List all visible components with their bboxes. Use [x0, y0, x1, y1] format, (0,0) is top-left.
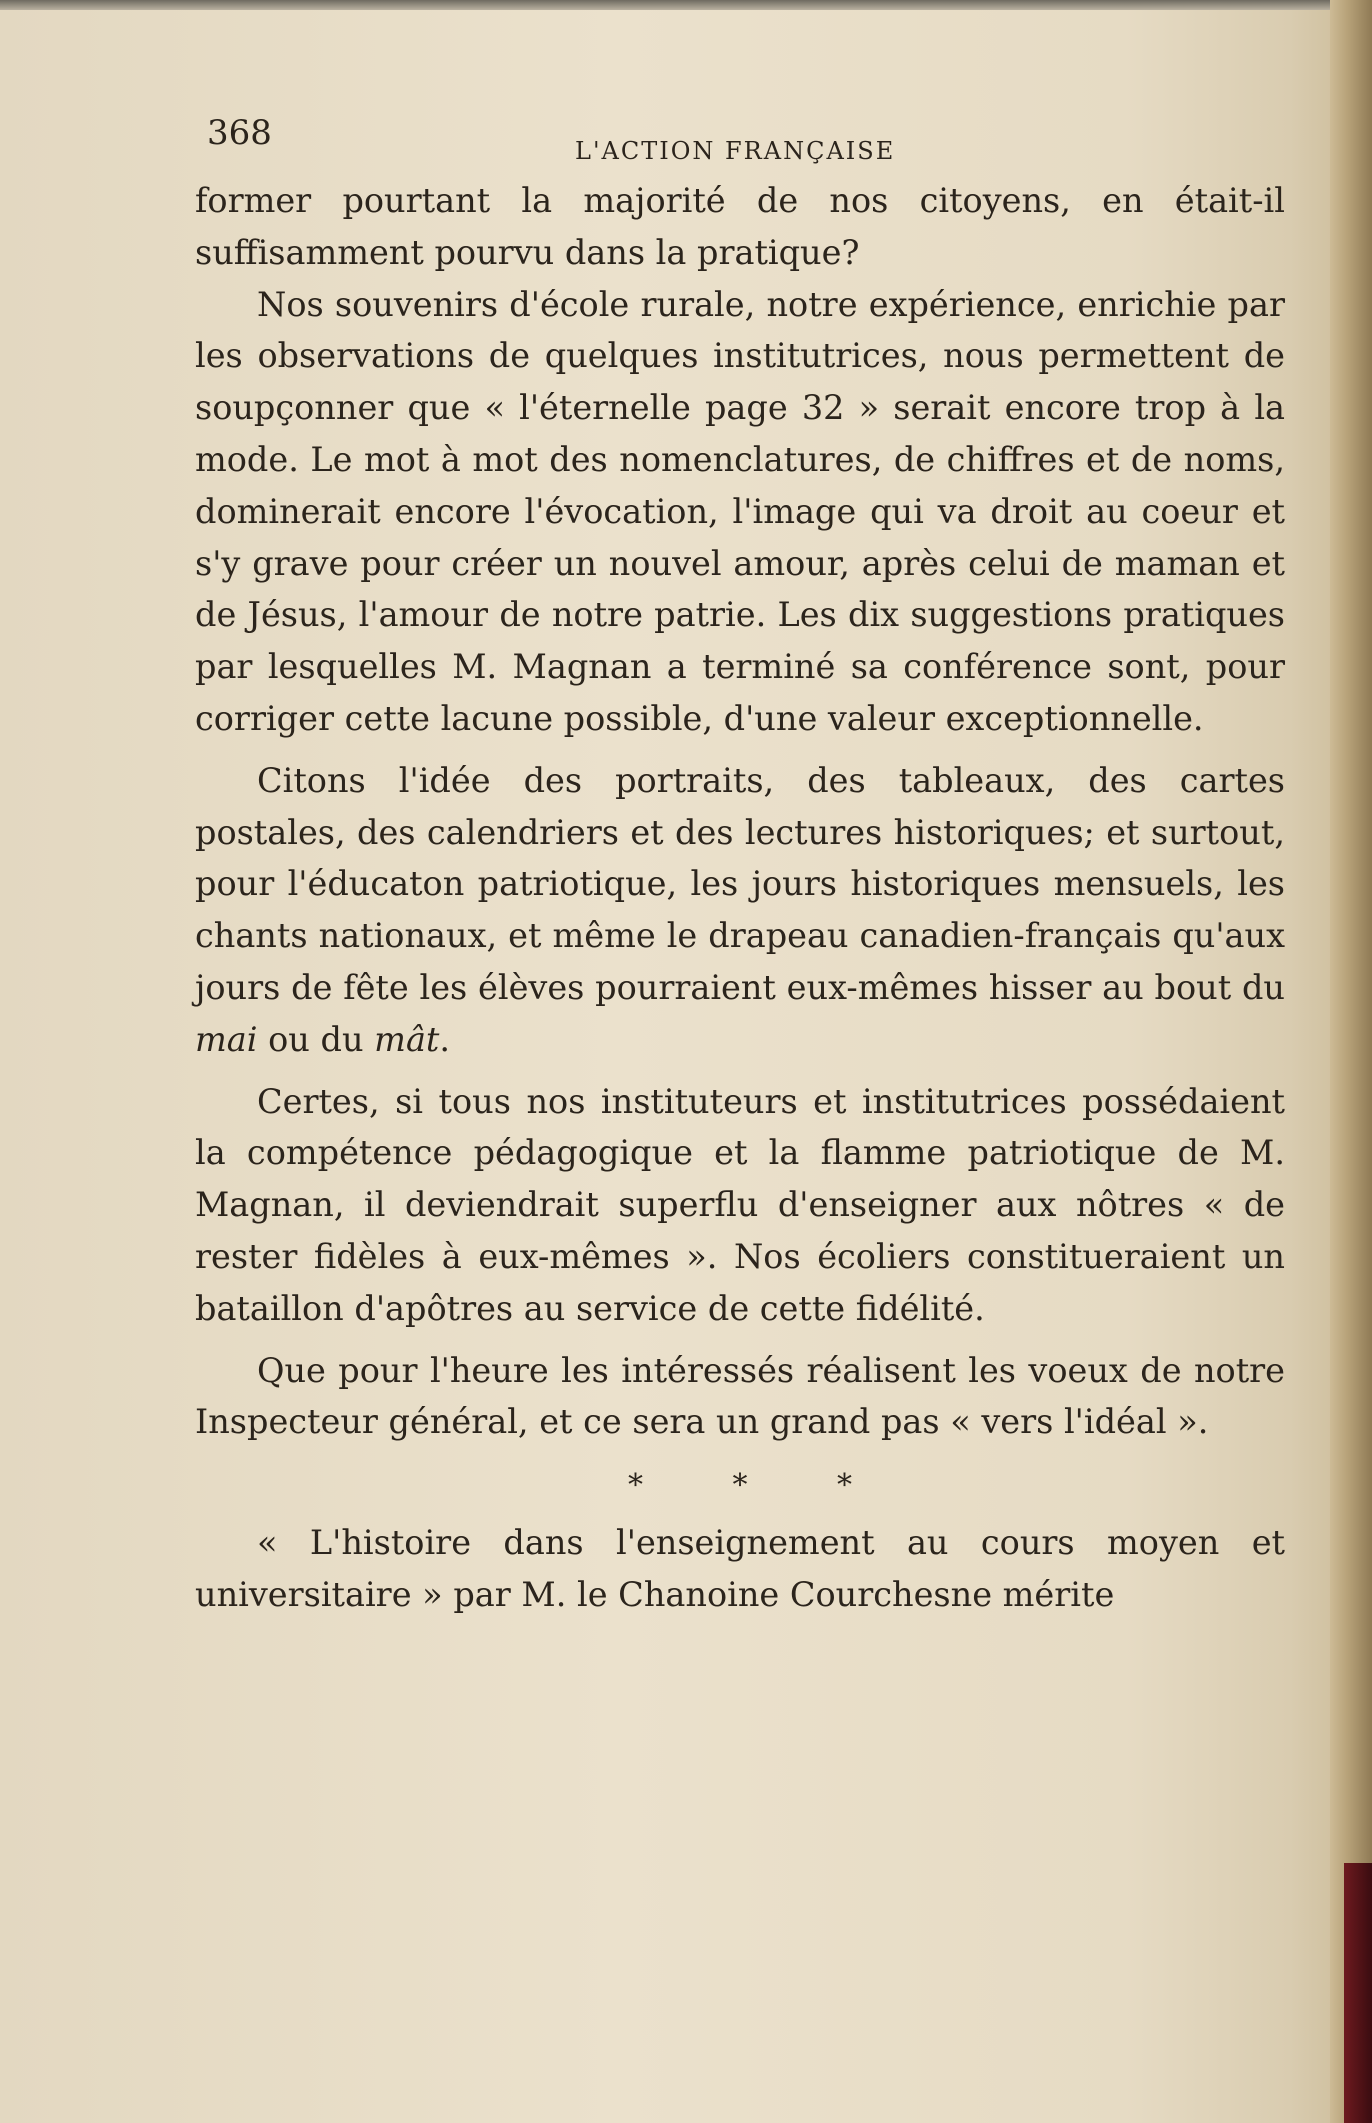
paragraph-citons	[195, 755, 1285, 1066]
paragraph-histoire: « L'histoire dans l'enseignement au cours moyen et universitaire » par M. le Chanoine Courchesne mérite	[195, 1523, 1285, 1614]
citons-middle: ou du	[257, 1019, 375, 1059]
citons-end: .	[439, 1019, 451, 1059]
running-head: L'ACTION FRANÇAISE	[575, 137, 896, 165]
paragraph-continued: former pourtant la majorité de nos citoyens, en était-il suffisamment pourvu dans la pratique?	[195, 181, 1285, 272]
page-header	[195, 105, 1285, 175]
page-content	[195, 105, 1285, 1621]
page-number: 368	[207, 113, 272, 153]
italic-mai: mai	[195, 1019, 258, 1059]
book-spine-edge	[1330, 0, 1372, 2123]
paragraph-heure: Que pour l'heure les intéressés réalisent les voeux de notre Inspecteur général, et ce sera un grand pas « vers l'idéal ».	[195, 1350, 1285, 1442]
section-separator: * * *	[627, 1468, 893, 1504]
paragraph-souvenirs: Nos souvenirs d'école rurale, notre expérience, enrichie par les observations de quelques institutrices, nous permettent de soupçonner que « l'éternelle page 32 » serait encore trop à la mode. Le mot à mot des nomenclatures, de chiffres et de noms, dominerait encore l'évocation, l'image qui va droit au coeur et s'y grave pour créer un nouvel amour, après celui de maman et de Jésus, l'amour de notre patrie. Les dix suggestions pratiques par lesquelles M. Magnan a terminé sa conférence sont, pour corriger cette lacune possible, d'une valeur exceptionnelle.	[195, 284, 1285, 738]
page-top-edge	[0, 0, 1330, 10]
book-cover-edge	[1344, 1863, 1372, 2123]
italic-mat: mât	[374, 1019, 440, 1059]
citons-text: Citons l'idée des portraits, des tableaux, des cartes postales, des calendriers et des lectures historiques; et surtout, pour l'éducaton patriotique, les jours historiques mensuels, les chants nationaux, et même le drapeau canadien-français qu'aux jours de fête les élèves pourraient eux-mêmes hisser au bout du	[195, 760, 1285, 1007]
paragraph-certes: Certes, si tous nos instituteurs et institutrices possédaient la compétence pédagogique et la flamme patriotique de M. Magnan, il deviendrait superflu d'enseigner aux nôtres « de rester fidèles à eux-mêmes ». Nos écoliers constitueraient un bataillon d'apôtres au service de cette fidélité.	[195, 1081, 1285, 1328]
